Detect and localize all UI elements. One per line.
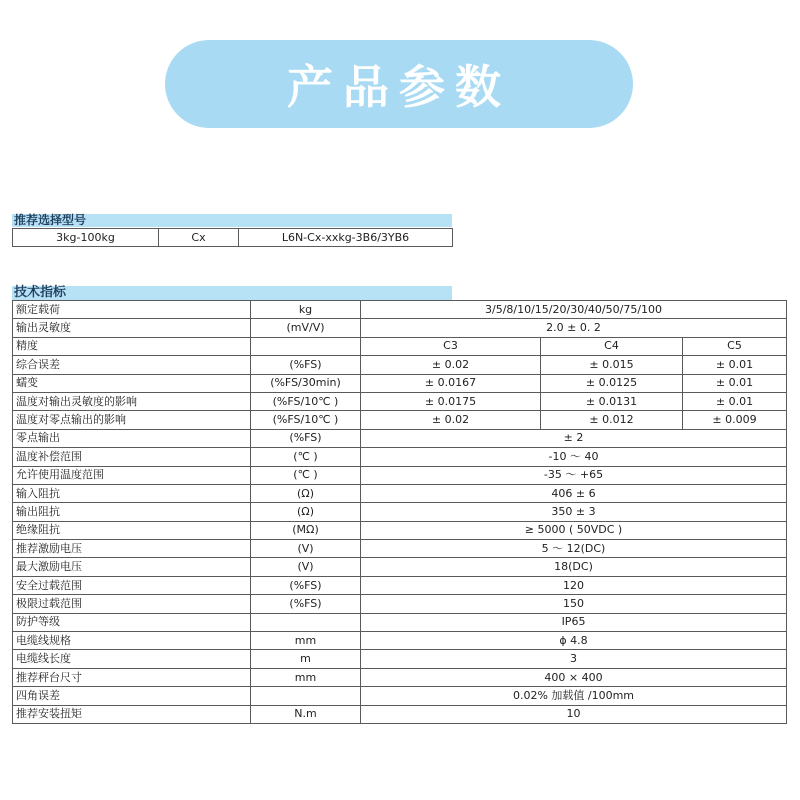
param-c3: ± 0.0167 bbox=[361, 374, 541, 392]
param-value: -10 ～ 40 bbox=[361, 448, 787, 466]
param-unit: (mV/V) bbox=[251, 319, 361, 337]
param-c5: ± 0.01 bbox=[683, 374, 787, 392]
param-unit: (℃ ) bbox=[251, 466, 361, 484]
param-name: 温度对输出灵敏度的影响 bbox=[13, 392, 251, 410]
param-value: 120 bbox=[361, 576, 787, 594]
param-unit: (%FS) bbox=[251, 576, 361, 594]
param-name: 极限过载范围 bbox=[13, 595, 251, 613]
param-c4: ± 0.012 bbox=[541, 411, 683, 429]
param-value: 150 bbox=[361, 595, 787, 613]
param-value: ≥ 5000 ( 50VDC ) bbox=[361, 521, 787, 539]
param-value: 5 ～ 12(DC) bbox=[361, 540, 787, 558]
param-unit bbox=[251, 337, 361, 355]
param-c5: C5 bbox=[683, 337, 787, 355]
param-unit: (V) bbox=[251, 558, 361, 576]
param-value: -35 ～ +65 bbox=[361, 466, 787, 484]
param-c3: ± 0.02 bbox=[361, 356, 541, 374]
param-value: IP65 bbox=[361, 613, 787, 631]
param-unit: m bbox=[251, 650, 361, 668]
table-row bbox=[13, 521, 787, 539]
param-value: 18(DC) bbox=[361, 558, 787, 576]
table-row bbox=[13, 687, 787, 705]
table-row bbox=[13, 705, 787, 723]
param-name: 绝缘阻抗 bbox=[13, 521, 251, 539]
table-row bbox=[13, 558, 787, 576]
table-row bbox=[13, 576, 787, 594]
spec-section-header: 技术指标 bbox=[12, 286, 452, 300]
table-cell: 3kg-100kg bbox=[13, 229, 159, 247]
param-value: ± 2 bbox=[361, 429, 787, 447]
param-name: 综合误差 bbox=[13, 356, 251, 374]
param-unit: (%FS) bbox=[251, 356, 361, 374]
param-unit: (%FS) bbox=[251, 429, 361, 447]
param-name: 允许使用温度范围 bbox=[13, 466, 251, 484]
param-c5: ± 0.01 bbox=[683, 392, 787, 410]
table-row bbox=[13, 429, 787, 447]
param-name: 最大激励电压 bbox=[13, 558, 251, 576]
param-name: 输出灵敏度 bbox=[13, 319, 251, 337]
param-name: 输出阻抗 bbox=[13, 503, 251, 521]
table-row bbox=[13, 374, 787, 392]
param-name: 电缆线规格 bbox=[13, 632, 251, 650]
model-table bbox=[12, 228, 453, 247]
table-row bbox=[13, 650, 787, 668]
param-unit bbox=[251, 613, 361, 631]
spec-table bbox=[12, 300, 787, 724]
param-name: 推荐安装扭矩 bbox=[13, 705, 251, 723]
param-name: 电缆线长度 bbox=[13, 650, 251, 668]
param-name: 推荐激励电压 bbox=[13, 540, 251, 558]
param-name: 温度补偿范围 bbox=[13, 448, 251, 466]
param-value: 0.02% 加载值 /100mm bbox=[361, 687, 787, 705]
param-unit: mm bbox=[251, 668, 361, 686]
table-row bbox=[13, 319, 787, 337]
param-unit: (Ω) bbox=[251, 484, 361, 502]
table-row bbox=[13, 613, 787, 631]
table-row bbox=[13, 595, 787, 613]
param-c4: ± 0.0125 bbox=[541, 374, 683, 392]
param-value: 3 bbox=[361, 650, 787, 668]
table-row bbox=[13, 448, 787, 466]
param-unit: (%FS/10℃ ) bbox=[251, 392, 361, 410]
table-row bbox=[13, 503, 787, 521]
param-c4: ± 0.015 bbox=[541, 356, 683, 374]
param-value: 2.0 ± 0. 2 bbox=[361, 319, 787, 337]
table-row bbox=[13, 466, 787, 484]
param-c3: ± 0.02 bbox=[361, 411, 541, 429]
param-unit: (%FS/30min) bbox=[251, 374, 361, 392]
table-row bbox=[13, 392, 787, 410]
param-c3: C3 bbox=[361, 337, 541, 355]
param-unit: N.m bbox=[251, 705, 361, 723]
param-value: 406 ± 6 bbox=[361, 484, 787, 502]
param-unit: (%FS/10℃ ) bbox=[251, 411, 361, 429]
param-unit: (Ω) bbox=[251, 503, 361, 521]
param-name: 输入阻抗 bbox=[13, 484, 251, 502]
table-row bbox=[13, 668, 787, 686]
param-c3: ± 0.0175 bbox=[361, 392, 541, 410]
table-row bbox=[13, 337, 787, 355]
param-c5: ± 0.01 bbox=[683, 356, 787, 374]
param-name: 防护等级 bbox=[13, 613, 251, 631]
param-unit: (℃ ) bbox=[251, 448, 361, 466]
param-name: 温度对零点输出的影响 bbox=[13, 411, 251, 429]
param-c4: ± 0.0131 bbox=[541, 392, 683, 410]
table-row bbox=[13, 540, 787, 558]
param-value: ϕ 4.8 bbox=[361, 632, 787, 650]
param-name: 安全过载范围 bbox=[13, 576, 251, 594]
table-row bbox=[13, 301, 787, 319]
param-c4: C4 bbox=[541, 337, 683, 355]
table-row bbox=[13, 484, 787, 502]
param-unit: (%FS) bbox=[251, 595, 361, 613]
table-cell: L6N-Cx-xxkg-3B6/3YB6 bbox=[239, 229, 453, 247]
param-name: 蠕变 bbox=[13, 374, 251, 392]
param-unit: (MΩ) bbox=[251, 521, 361, 539]
param-name: 额定载荷 bbox=[13, 301, 251, 319]
param-value: 10 bbox=[361, 705, 787, 723]
table-cell: Cx bbox=[159, 229, 239, 247]
param-unit bbox=[251, 687, 361, 705]
param-c5: ± 0.009 bbox=[683, 411, 787, 429]
param-value: 3/5/8/10/15/20/30/40/50/75/100 bbox=[361, 301, 787, 319]
param-value: 350 ± 3 bbox=[361, 503, 787, 521]
param-name: 推荐秤台尺寸 bbox=[13, 668, 251, 686]
param-name: 零点输出 bbox=[13, 429, 251, 447]
param-unit: mm bbox=[251, 632, 361, 650]
title-banner bbox=[165, 40, 633, 128]
banner-title: 产品参数 bbox=[287, 60, 511, 114]
param-value: 400 × 400 bbox=[361, 668, 787, 686]
model-section-header: 推荐选择型号 bbox=[12, 214, 452, 227]
table-row bbox=[13, 229, 453, 247]
param-name: 四角误差 bbox=[13, 687, 251, 705]
table-row bbox=[13, 356, 787, 374]
table-row bbox=[13, 411, 787, 429]
param-unit: kg bbox=[251, 301, 361, 319]
table-row bbox=[13, 632, 787, 650]
param-name: 精度 bbox=[13, 337, 251, 355]
param-unit: (V) bbox=[251, 540, 361, 558]
